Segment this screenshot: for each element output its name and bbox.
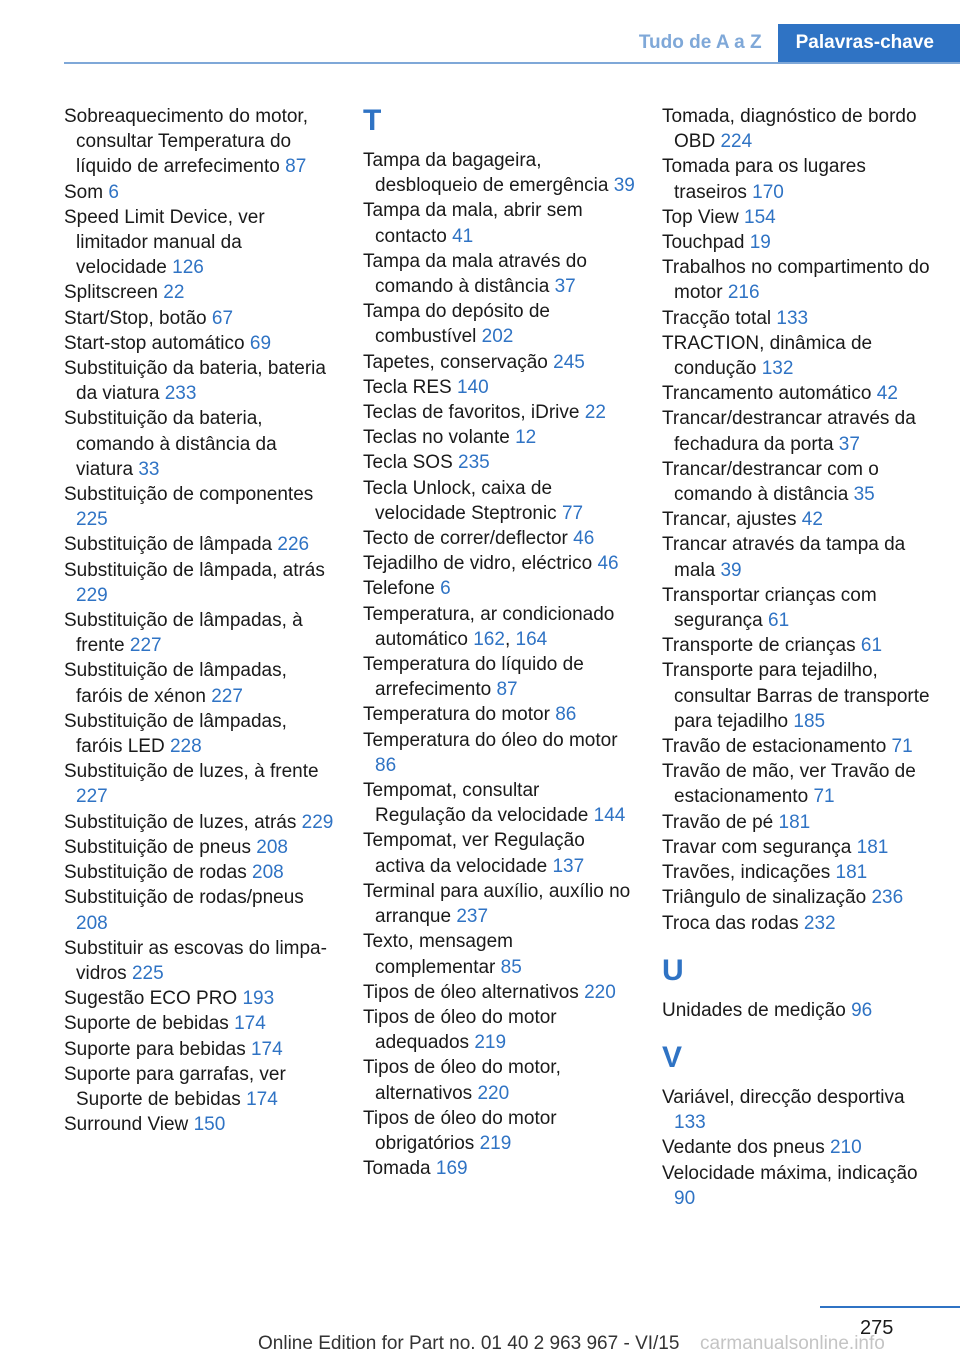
page-reference-link[interactable]: 219 [474, 1032, 507, 1054]
index-term: Surround View [64, 1114, 189, 1136]
page-reference-link[interactable]: 85 [500, 956, 522, 978]
index-entry [64, 532, 336, 557]
index-entry [662, 998, 934, 1023]
index-term: Tomada, diagnóstico de bordo OBD [662, 106, 917, 153]
page-reference-link[interactable]: 154 [744, 206, 776, 228]
index-term: Tipos de óleo do motor, alternativos [363, 1057, 561, 1104]
index-term: Temperatura do motor [363, 704, 550, 726]
index-entry [363, 148, 635, 198]
index-entry [662, 835, 934, 860]
page-reference-link[interactable]: 174 [250, 1038, 283, 1060]
page-reference-link[interactable]: 228 [169, 736, 202, 758]
index-term: Start-stop automático [64, 332, 245, 354]
index-term: Substituição de luzes, atrás [64, 811, 297, 833]
page-reference-link[interactable]: 227 [211, 685, 243, 707]
index-term: Trabalhos no compartimento do motor [662, 257, 930, 304]
index-entry [662, 658, 934, 734]
index-term: TRACTION, dinâmica de condução [662, 332, 873, 380]
page-reference-link[interactable]: 236 [871, 887, 904, 909]
index-term: Tipos de óleo do motor obrigatórios [363, 1107, 557, 1154]
page-reference-link[interactable]: 235 [458, 452, 490, 474]
index-entry [363, 425, 635, 450]
index-entry [64, 205, 336, 281]
page-reference-link[interactable]: 216 [727, 282, 760, 304]
index-term: Vedante dos pneus [662, 1137, 825, 1159]
page-reference-link[interactable]: 150 [193, 1114, 226, 1136]
index-entry [363, 249, 635, 299]
page-reference-link[interactable]: 132 [761, 358, 794, 380]
index-entry [662, 381, 934, 406]
index-entry [662, 205, 934, 230]
index-term: Start/Stop, botão [64, 307, 207, 329]
index-term: Tampa da mala, abrir sem contacto [363, 200, 583, 247]
index-entry [363, 551, 635, 576]
index-entry [363, 1055, 635, 1105]
page-reference-link[interactable]: 164 [515, 628, 548, 650]
index-entry [64, 306, 336, 331]
index-term: Substituição de lâmpadas, faróis LED [64, 710, 287, 758]
index-entry [64, 810, 336, 835]
page-reference-link[interactable]: 71 [813, 786, 835, 808]
page-reference-link[interactable]: 227 [76, 786, 108, 808]
index-entry [662, 583, 934, 633]
page-reference-link[interactable]: 202 [481, 326, 514, 348]
page-reference-link[interactable]: 37 [554, 276, 576, 298]
index-term: Trancamento automático [662, 383, 872, 405]
index-entry [662, 1161, 934, 1211]
page-reference-link[interactable]: 208 [252, 862, 284, 884]
index-term: Substituição da bateria, comando à distância da viatura [64, 408, 277, 480]
index-entry [662, 734, 934, 759]
page-reference-link[interactable]: 174 [246, 1088, 278, 1110]
index-term: Travão de mão, ver Travão de estacionamento [662, 761, 916, 808]
index-term: Substituição de lâmpada, atrás [64, 559, 325, 581]
page-reference-link[interactable]: 6 [108, 181, 119, 203]
index-entry [363, 1106, 635, 1156]
page-reference-link[interactable]: 208 [76, 912, 108, 934]
index-entry [363, 576, 635, 601]
page-reference-link[interactable]: 42 [876, 383, 898, 405]
page-reference-link[interactable]: 46 [597, 553, 619, 575]
index-term: Texto, mensagem complementar [363, 931, 513, 978]
index-entry [64, 104, 336, 180]
index-term: Substituição de componentes [64, 484, 314, 506]
index-entry [363, 652, 635, 702]
index-term: Tecla Unlock, caixa de velocidade Steptronic [363, 477, 557, 524]
index-term: Tempomat, ver Regulação activa da velocidade [363, 830, 585, 877]
index-entry [363, 400, 635, 425]
index-entry [64, 885, 336, 935]
index-term: Tampa da bagageira, desbloqueio de emergência [363, 150, 609, 197]
page-reference-link[interactable]: 77 [561, 502, 584, 524]
index-term: Substituição da bateria, bateria da viatura [64, 358, 326, 405]
index-entry [363, 828, 635, 878]
index-term: Tecla RES [363, 376, 452, 398]
index-term: Transporte de crianças [662, 635, 856, 657]
index-term: Velocidade máxima, indicação [662, 1162, 918, 1184]
index-entry [662, 860, 934, 885]
index-entry [64, 1011, 336, 1036]
page-reference-link[interactable]: 170 [752, 181, 784, 203]
index-entry [662, 457, 934, 507]
index-term: Tempomat, consultar Regulação da velocidade [363, 780, 589, 827]
page-reference-link[interactable]: 42 [801, 509, 823, 531]
index-term: Speed Limit Device, ver limitador manual da velocidade [64, 206, 265, 279]
index-entry [64, 608, 336, 658]
index-entry [363, 198, 635, 248]
index-entry [64, 759, 336, 809]
page-reference-link[interactable]: 169 [435, 1158, 468, 1180]
page-reference-link[interactable]: 233 [164, 383, 197, 405]
index-term: Trancar/destrancar com o comando à distância [662, 458, 879, 506]
page-reference-link[interactable]: 41 [452, 225, 474, 247]
index-term: Travão de estacionamento [662, 736, 887, 758]
page-reference-link[interactable]: 226 [277, 534, 310, 556]
index-term: Tipos de óleo do motor adequados [363, 1006, 557, 1054]
index-entry [662, 759, 934, 809]
page-reference-link[interactable]: 144 [593, 805, 626, 827]
index-entry [64, 558, 336, 608]
index-entry [363, 526, 635, 551]
index-term: Splitscreen [64, 282, 158, 304]
page-reference-link[interactable]: 181 [778, 811, 811, 833]
index-term: Substituição de rodas/pneus [64, 887, 304, 909]
page-reference-link[interactable]: 219 [479, 1132, 512, 1154]
index-term: Tampa da mala através do comando à distância [363, 250, 587, 298]
index-term: Tampa do depósito de combustível [363, 301, 550, 348]
page-reference-link[interactable]: 87 [496, 679, 518, 701]
page-reference-link[interactable]: 210 [829, 1137, 862, 1159]
page-reference-link[interactable]: 185 [793, 710, 826, 732]
index-entry [363, 476, 635, 526]
page-reference-link[interactable]: 22 [584, 402, 606, 424]
page-reference-link[interactable]: 86 [555, 704, 577, 726]
index-entry [662, 406, 934, 456]
index-term: Substituição de lâmpadas, faróis de xénon [64, 660, 287, 707]
index-term: Telefone [363, 578, 435, 600]
section-letter: T [363, 104, 382, 137]
page-reference-link[interactable]: 193 [242, 988, 275, 1010]
index-term: Tracção total [662, 307, 772, 329]
page-reference-link[interactable]: 140 [456, 376, 489, 398]
index-entry [662, 230, 934, 255]
index-entry [662, 633, 934, 658]
index-entry [363, 450, 635, 475]
index-term: Tomada [363, 1158, 431, 1180]
page-reference-link[interactable]: 224 [720, 131, 753, 153]
index-term: Tecla SOS [363, 452, 453, 474]
page-reference-link[interactable]: 6 [440, 578, 451, 600]
index-entry [363, 350, 635, 375]
page-reference-link[interactable]: 225 [76, 509, 108, 531]
index-term: Triângulo de sinalização [662, 887, 867, 909]
index-term: Substituição de luzes, à frente [64, 761, 319, 783]
index-entry [64, 482, 336, 532]
index-term: Suporte de bebidas [64, 1013, 229, 1035]
index-entry [64, 658, 336, 708]
page-reference-link[interactable]: 39 [720, 559, 742, 581]
index-term: Travões, indicações [662, 862, 831, 884]
page-reference-link[interactable]: 46 [573, 528, 595, 550]
index-entry [662, 1135, 934, 1160]
index-term: Trancar através da tampa da mala [662, 534, 906, 581]
index-term: Substituição de pneus [64, 836, 251, 858]
page-reference-link[interactable]: 208 [256, 836, 288, 858]
index-entry [64, 180, 336, 205]
index-entry [64, 936, 336, 986]
index-term: Tipos de óleo alternativos [363, 981, 579, 1003]
index-term: Temperatura do líquido de arrefecimento [363, 654, 584, 701]
index-term: Som [64, 181, 104, 203]
index-column-3 [662, 104, 934, 1211]
index-term: Travão de pé [662, 811, 774, 833]
page-reference-link[interactable]: 220 [584, 981, 616, 1003]
page-reference-link[interactable]: 181 [856, 836, 889, 858]
page-reference-link[interactable]: 232 [803, 912, 836, 934]
index-entry [64, 406, 336, 482]
page-reference-link[interactable]: 133 [674, 1112, 706, 1134]
page-reference-link[interactable]: 12 [515, 427, 537, 449]
index-column-1 [64, 104, 336, 1137]
index-entry [662, 306, 934, 331]
page-number: 275 [860, 1317, 894, 1339]
index-entry [363, 702, 635, 727]
page-reference-link[interactable]: 71 [891, 736, 913, 758]
page-reference-link[interactable]: 181 [835, 862, 868, 884]
index-entry [64, 331, 336, 356]
index-entry [662, 255, 934, 305]
index-entry [363, 728, 635, 778]
page-reference-link[interactable]: 96 [851, 999, 873, 1021]
index-column-2 [363, 104, 635, 1181]
index-term: Tomada para os lugares traseiros [662, 156, 866, 203]
index-term: Substituir as escovas do limpa-vidros [64, 937, 327, 984]
page-reference-link[interactable]: 220 [477, 1082, 510, 1104]
page-reference-link[interactable]: 237 [456, 906, 489, 928]
index-entry [64, 1062, 336, 1112]
index-entry [363, 1156, 635, 1181]
page-reference-link[interactable]: 67 [211, 307, 234, 329]
header-divider [64, 62, 960, 64]
page-reference-link[interactable]: 61 [768, 610, 790, 632]
edition-note: Online Edition for Part no. 01 40 2 963 967 - VI/15 [258, 1333, 680, 1354]
index-entry [64, 356, 336, 406]
page-reference-link[interactable]: 39 [613, 175, 635, 197]
index-term: Teclas de favoritos, iDrive [363, 402, 580, 424]
page-reference-link[interactable]: 137 [552, 855, 585, 877]
index-term: Touchpad [662, 232, 745, 254]
tab-a-to-z[interactable]: Tudo de A a Z [623, 24, 778, 62]
index-entry [662, 1085, 934, 1135]
header-tabs [623, 24, 960, 62]
index-entry [64, 709, 336, 759]
index-entry [363, 299, 635, 349]
page-reference-link[interactable]: 86 [375, 754, 397, 776]
page-reference-link[interactable]: 227 [129, 635, 162, 657]
page-reference-link[interactable]: 37 [838, 433, 860, 455]
index-term: Substituição de rodas [64, 862, 247, 884]
index-term: Suporte para garrafas, ver Suporte de bebidas [64, 1063, 286, 1110]
page-reference-link[interactable]: 69 [249, 332, 272, 354]
index-term: Travar com segurança [662, 836, 852, 858]
index-term: Transportar crianças com segurança [662, 584, 877, 632]
index-entry [662, 331, 934, 381]
index-entry [363, 1005, 635, 1055]
index-term: Substituição de lâmpadas, à frente [64, 610, 303, 657]
index-term: Tecto de correr/deflector [363, 528, 568, 550]
index-entry [64, 860, 336, 885]
index-term: Temperatura do óleo do motor [363, 729, 618, 751]
page-reference-link[interactable]: 33 [138, 458, 160, 480]
index-term: Teclas no volante [363, 427, 510, 449]
page-reference-link[interactable]: 90 [674, 1187, 696, 1209]
index-term: Trancar, ajustes [662, 509, 797, 531]
index-entry [662, 532, 934, 582]
index-entry [363, 375, 635, 400]
index-term: Trancar/destrancar através da fechadura da porta [662, 408, 916, 455]
index-term: Sobreaquecimento do motor, consultar Temperatura do líquido de arrefecimento [64, 106, 308, 178]
page-reference-link[interactable]: 126 [172, 257, 204, 279]
index-term: Top View [662, 206, 739, 228]
page-reference-link[interactable]: 229 [76, 584, 108, 606]
page-reference-link[interactable]: 61 [860, 635, 883, 657]
page-reference-link[interactable]: 22 [163, 282, 185, 304]
index-entry [662, 154, 934, 204]
section-letter: U [662, 953, 684, 987]
index-entry [363, 980, 635, 1005]
index-term: Terminal para auxílio, auxílio no arranque [363, 880, 631, 928]
index-term: Transporte para tejadilho, consultar Barras de transporte para tejadilho [662, 660, 930, 732]
index-term: Tapetes, conservação [363, 351, 548, 373]
index-entry [662, 810, 934, 835]
index-entry [363, 879, 635, 929]
index-entry [64, 280, 336, 305]
tab-keywords[interactable]: Palavras-chave [778, 24, 960, 62]
index-entry: Temperatura, ar condicionado automático 162, 164 [363, 603, 615, 650]
page-reference-link[interactable]: 35 [853, 484, 875, 506]
index-entry [662, 507, 934, 532]
page-reference-link[interactable]: 245 [553, 351, 585, 373]
index-entry [662, 104, 934, 154]
footer-divider [820, 1306, 960, 1308]
index-entry [64, 835, 336, 860]
page-reference-link[interactable]: 87 [285, 156, 307, 178]
index-entry [64, 1112, 336, 1137]
index-term: Troca das rodas [662, 912, 799, 934]
index-entry [662, 885, 934, 910]
section-letter: V [662, 1040, 683, 1074]
page-reference-link[interactable]: 133 [776, 307, 809, 329]
index-entry [64, 986, 336, 1011]
page-reference-link[interactable]: 174 [234, 1013, 266, 1035]
index-term: Temperatura, ar condicionado automático [363, 603, 615, 650]
index-entry [662, 911, 934, 936]
index-term: Tejadilho de vidro, eléctrico [363, 553, 593, 575]
page-reference-link[interactable]: 19 [749, 232, 771, 254]
index-term: Substituição de lâmpada [64, 534, 273, 556]
index-entry [363, 929, 635, 979]
page-reference-link[interactable]: 229 [301, 811, 334, 833]
watermark: carmanualsonline.info [700, 1333, 885, 1354]
index-term: Unidades de medição [662, 999, 846, 1021]
page-reference-link[interactable]: 162 [473, 628, 505, 650]
index-term: Variável, direcção desportiva [662, 1086, 905, 1108]
page-reference-link[interactable]: 225 [131, 962, 164, 984]
index-entry [64, 1037, 336, 1062]
index-entry [363, 778, 635, 828]
index-term: Suporte para bebidas [64, 1038, 246, 1060]
index-term: Sugestão ECO PRO [64, 988, 238, 1010]
